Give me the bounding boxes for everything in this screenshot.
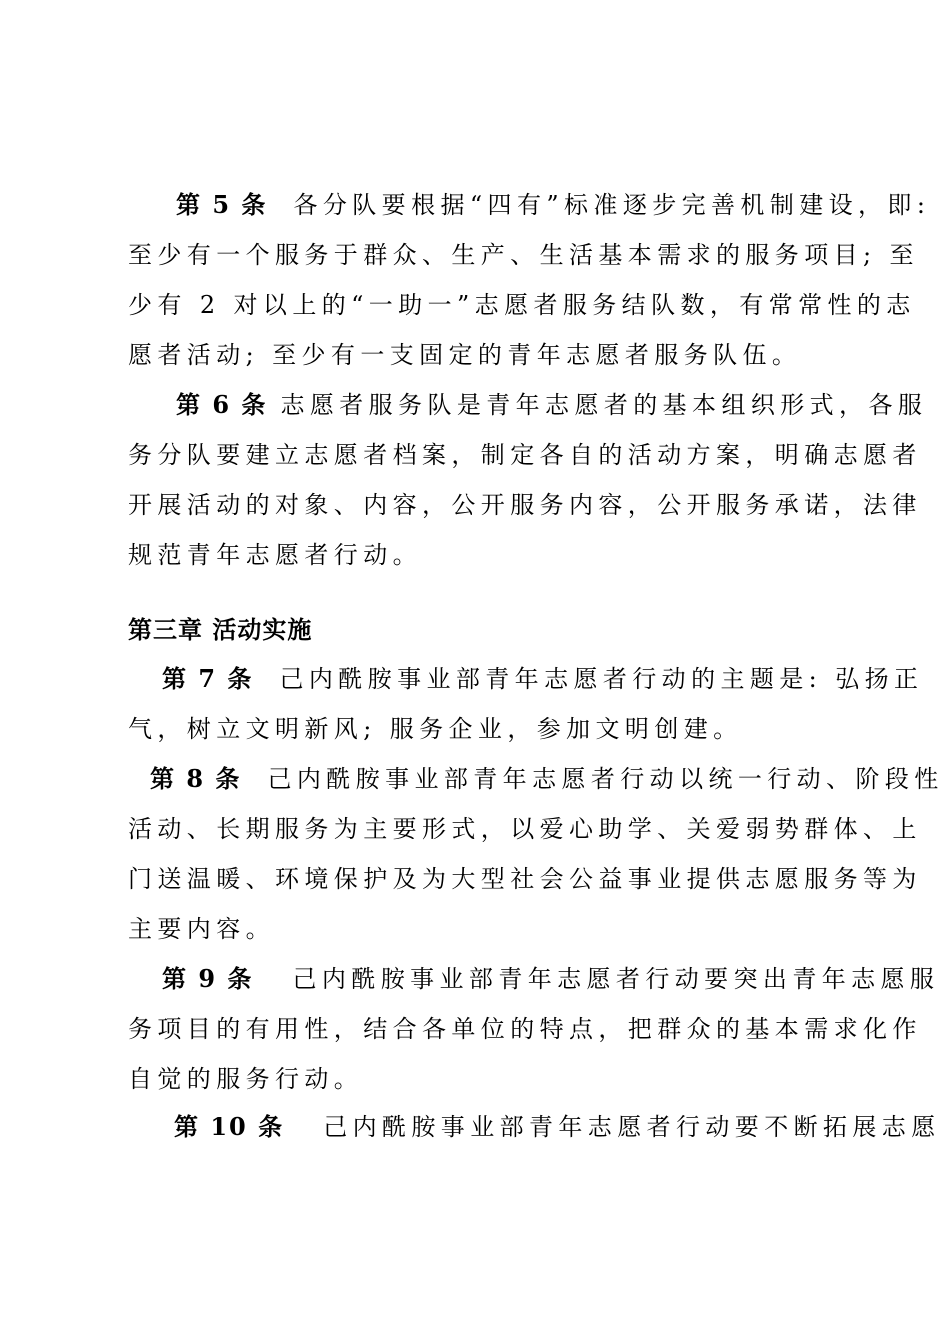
article-9-label: 第 9 条 — [162, 964, 254, 993]
article-6-text-1: 志愿者服务队是青年志愿者的基本组织形式，各服 — [280, 391, 928, 419]
article-6-line-2: 务分队要建立志愿者档案，制定各自的活动方案，明确志愿者 — [128, 441, 922, 469]
article-6-line-4: 规范青年志愿者行动。 — [128, 541, 422, 569]
article-10-label: 第 10 条 — [174, 1112, 285, 1141]
article-8-first-line — [128, 764, 944, 794]
article-8-line-3: 门送温暖、环境保护及为大型社会公益事业提供志愿服务等为 — [128, 865, 922, 893]
article-5-label: 第 5 条 — [176, 190, 268, 219]
article-5-line-2: 至少有一个服务于群众、生产、生活基本需求的服务项目; 至 — [128, 241, 919, 269]
article-9-line-3: 自觉的服务行动。 — [128, 1065, 364, 1093]
article-8-text-1: 己内酰胺事业部青年志愿者行动以统一行动、阶段性 — [267, 765, 944, 793]
article-9-text-1: 己内酰胺事业部青年志愿者行动要突出青年志愿服 — [292, 965, 940, 993]
article-5-text-1: 各分队要根据“四有”标准逐步完善机制建设，即: — [293, 191, 931, 219]
article-8-line-4: 主要内容。 — [128, 915, 275, 943]
article-5-line-4: 愿者活动; 至少有一支固定的青年志愿者服务队伍。 — [128, 341, 802, 369]
article-8-label: 第 8 条 — [150, 764, 242, 793]
chapter-3-heading: 第三章 活动实施 — [128, 616, 313, 644]
article-9-first-line — [128, 964, 940, 994]
article-10-text-1: 己内酰胺事业部青年志愿者行动要不断拓展志愿 — [323, 1113, 941, 1141]
article-6-label: 第 6 条 — [176, 390, 268, 419]
article-5-first-line — [128, 190, 931, 220]
article-6-first-line — [128, 390, 928, 420]
article-10-first-line — [128, 1112, 941, 1142]
article-7-label: 第 7 条 — [162, 664, 254, 693]
article-7-first-line — [128, 664, 924, 694]
article-5-line-3: 少有 2 对以上的“一助一”志愿者服务结队数，有常常性的志 — [128, 291, 916, 319]
article-7-line-2: 气，树立文明新风; 服务企业，参加文明创建。 — [128, 715, 743, 743]
article-9-line-2: 务项目的有用性，结合各单位的特点，把群众的基本需求化作 — [128, 1015, 922, 1043]
article-8-line-2: 活动、长期服务为主要形式，以爱心助学、关爱弱势群体、上 — [128, 815, 922, 843]
article-6-line-3: 开展活动的对象、内容，公开服务内容，公开服务承诺，法律 — [128, 491, 922, 519]
article-7-text-1: 己内酰胺事业部青年志愿者行动的主题是: 弘扬正 — [279, 665, 924, 693]
